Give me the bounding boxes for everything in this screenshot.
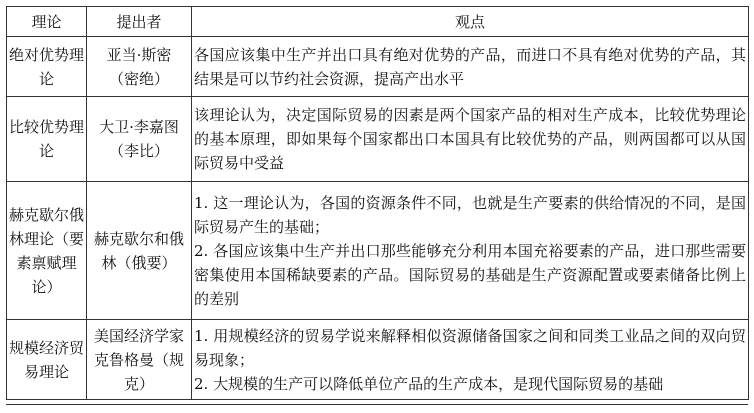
view-paragraph: 1. 用规模经济的贸易学说来解释相似资源储备国家之间和同类工业品之间的双向贸易现象； [194,326,746,369]
proposer-cell [87,37,192,97]
theory-cell: 绝对优势理论 [7,37,87,97]
view-paragraph: 该理论认为，决定国际贸易的因素是两个国家产品的相对生产成本，比较优势理论的基本原理，即如果每个国家都出口本国具有比较优势的产品，则两国都可以从国际贸易中受益 [194,106,746,172]
theory-cell: 比较优势理论 [7,97,87,182]
theory-table [6,6,749,400]
proposer-cell [87,320,192,400]
theory-cell: 赫克歇尔俄林理论（要素禀赋理论） [7,182,87,320]
theory-cell: 规模经济贸易理论 [7,320,87,400]
view-cell [192,97,749,182]
view-paragraph: 2. 大规模的生产可以降低单位产品的生产成本，是现代国际贸易的基础 [194,374,664,393]
header-row [7,7,749,37]
view-cell [192,320,749,400]
proposer-line: 赫克歇尔和俄林（俄要） [93,229,184,272]
proposer-cell [87,97,192,182]
table-row [7,97,749,182]
proposer-line: （密绝） [108,69,169,88]
table-row [7,182,749,320]
header-view: 观点 [192,7,749,37]
proposer-line: 美国经济学家克鲁格曼（规克） [93,326,184,393]
proposer-cell [87,182,192,320]
proposer-line: 亚当·斯密 [106,45,172,64]
bottom-rule [6,404,748,405]
proposer-line: 大卫·李嘉图（李比） [99,118,179,160]
view-paragraph: 1. 这一理论认为，各国的资源条件不同，也就是生产要素的供给情况的不同，是国际贸易产生的基础； [194,193,746,236]
header-theory: 理论 [7,7,87,37]
view-paragraph: 2. 各国应该集中生产并出口那些能够充分利用本国充裕要素的产品，进口那些需要密集使用本国稀缺要素的产品。国际贸易的基础是生产资源配置或要素储备比例上的差别 [194,241,746,308]
table-row [7,320,749,400]
table-row [7,37,749,97]
view-cell [192,182,749,320]
view-cell [192,37,749,97]
header-proposer: 提出者 [87,7,192,37]
view-paragraph: 各国应该集中生产并出口具有绝对优势的产品，而进口不具有绝对优势的产品，其结果是可以节约社会资源，提高产出水平 [194,45,746,88]
